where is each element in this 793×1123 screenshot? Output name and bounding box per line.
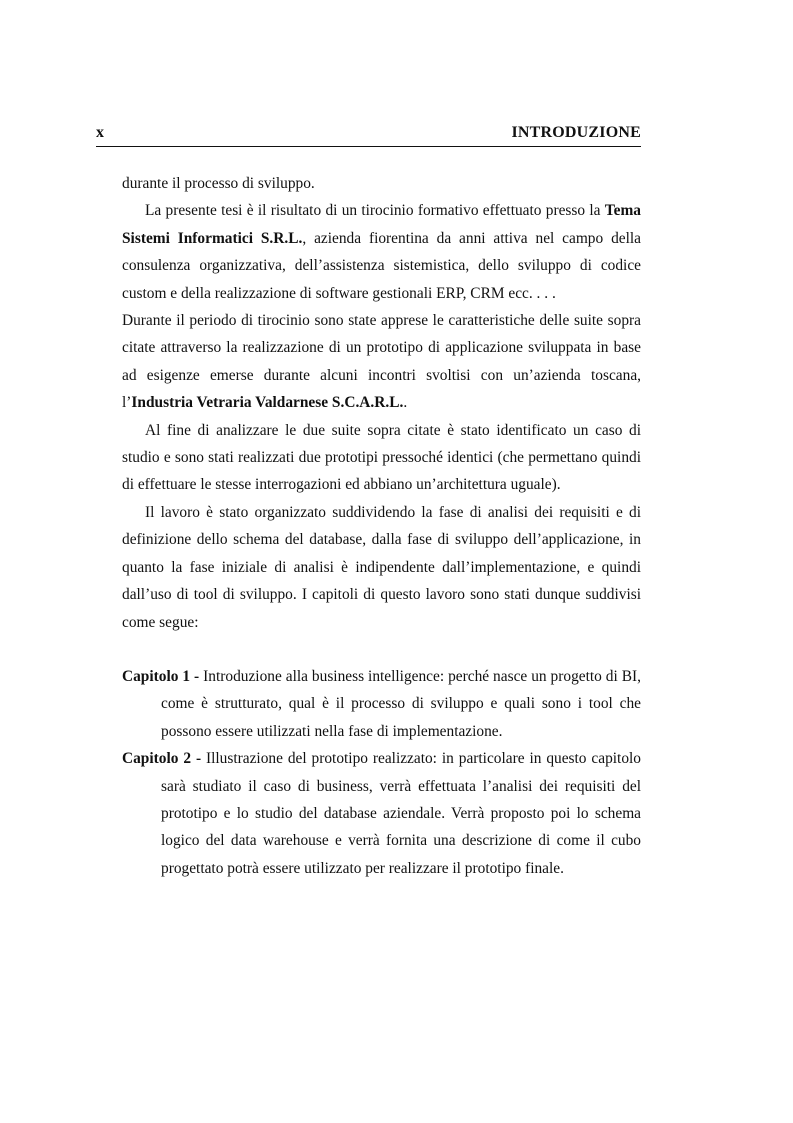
paragraph-organization: Il lavoro è stato organizzato suddividendo la fase di analisi dei requisiti e di definizione dello schema del database, dalla fase di sviluppo dell’applicazione, in quanto la fase iniziale di analisi è indipendente dall’implementazione, e quindi dall’uso di tool di sviluppo. I capitoli di questo lavoro sono stati dunque suddivisi come segue: — [122, 503, 641, 631]
chapter-list — [122, 663, 641, 882]
paragraph-text: Durante il periodo di tirocinio sono state apprese le caratteristiche delle suite sopra citate attraverso la realizzazione di un prototipo di applicazione sviluppata in base ad esigenze emerse durante alcuni incontri svoltisi con un’azienda toscana, l’ — [122, 312, 641, 412]
running-title: INTRODUZIONE — [511, 124, 641, 141]
paragraph-text: . — [403, 394, 408, 412]
chapter-item — [122, 745, 641, 882]
page-header — [96, 124, 641, 147]
page-body — [122, 170, 641, 882]
chapter-item — [122, 663, 641, 745]
chapter-description: Introduzione alla business intelligence: perché nasce un progetto di BI, come è strutturato, qual è il processo di sviluppo e quali sono i tool che possono essere utilizzati nella fase di implementazione. — [161, 667, 641, 740]
paragraph-text: , azienda fiorentina da anni attiva nel campo della consulenza organizzativa, dell’assistenza sistemistica, dello sviluppo di codice custom e della realizzazione di software gestionali ERP, CRM ecc. . . . — [122, 229, 641, 302]
paragraph-prototype — [122, 307, 641, 417]
company-name-ivv: Industria Vetraria Valdarnese S.C.A.R.L. — [131, 394, 404, 412]
page-number: x — [96, 124, 104, 141]
chapter-description: Illustrazione del prototipo realizzato: in particolare in questo capitolo sarà studiato il caso di business, verrà effettuata l’analisi dei requisiti del prototipo e lo studio del database aziendale. Verrà proposto poi lo schema logico del data warehouse e verrà fornita una descrizione di come il cubo progettato potrà essere utilizzato per realizzare il prototipo finale. — [161, 750, 641, 877]
paragraph-text: La presente tesi è il risultato di un tirocinio formativo effettuato presso la — [145, 202, 605, 220]
paragraph-internship — [122, 197, 641, 307]
paragraph-case-study: Al fine di analizzare le due suite sopra citate è stato identificato un caso di studio e sono stati realizzati due prototipi pressoché identici (che permettano quindi di effettuare le stesse interrogazioni ed abbiano un’architettura uguale). — [122, 421, 641, 494]
chapter-label: Capitolo 2 - — [122, 750, 202, 768]
company-name-tema: Tema Sistemi Informatici S.R.L. — [122, 202, 641, 247]
chapter-label: Capitolo 1 - — [122, 667, 200, 685]
paragraph-continuation: durante il processo di sviluppo. — [122, 175, 315, 192]
